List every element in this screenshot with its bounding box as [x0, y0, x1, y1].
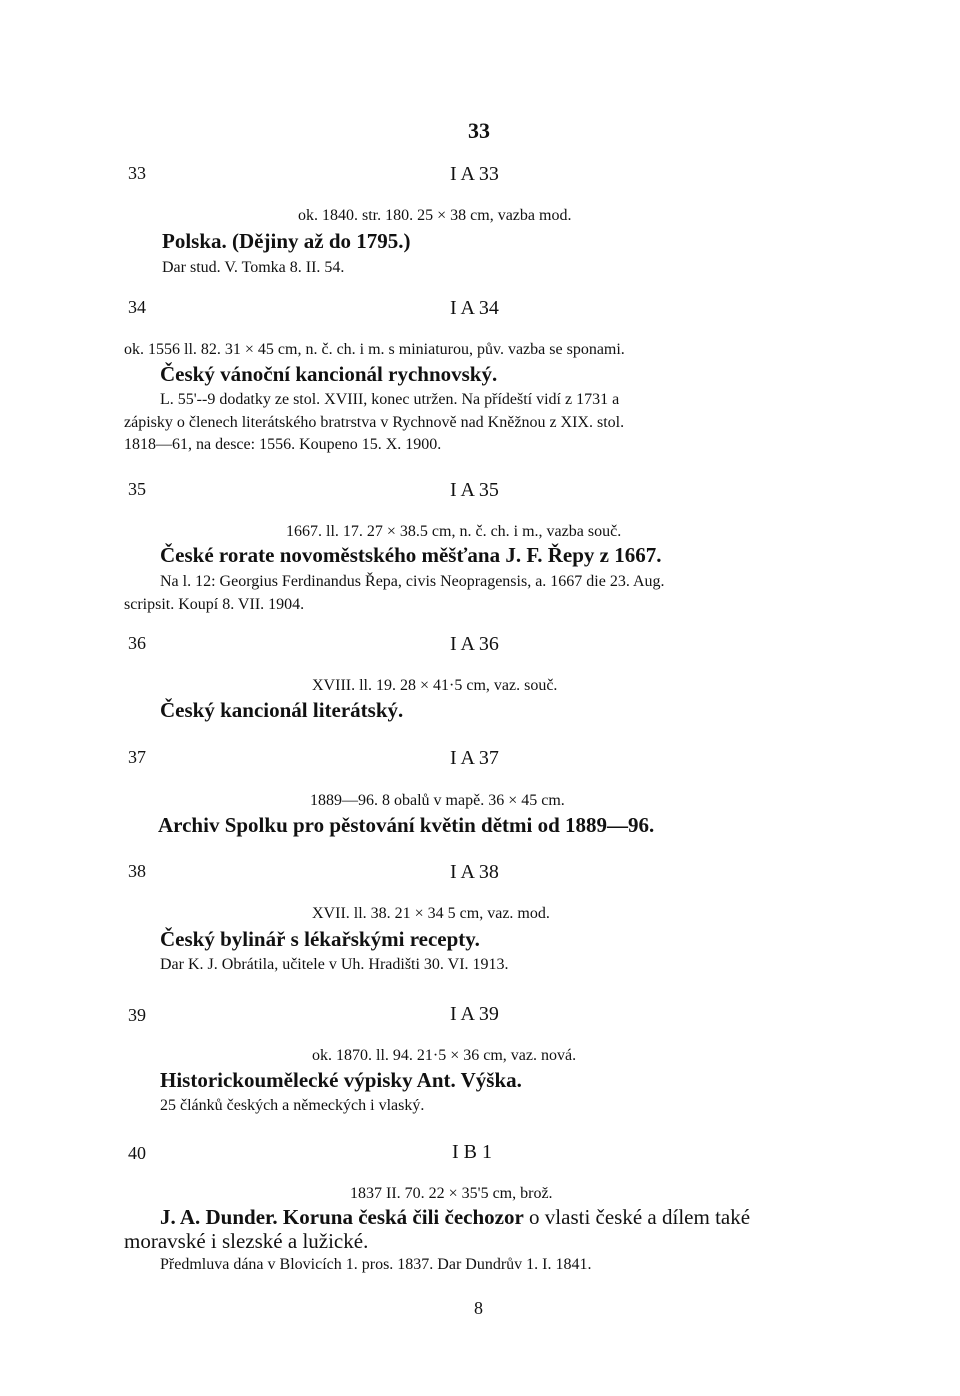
footer-number: 8: [474, 1298, 483, 1318]
entry-note: L. 55'--9 dodatky ze stol. XVIII, konec utržen. Na přídeští vidí z 1731 a: [160, 391, 620, 408]
page-number: 33: [468, 118, 490, 143]
entry-signature: I A 37: [450, 747, 499, 769]
entry-number: 34: [128, 297, 146, 317]
entry-signature: I A 36: [450, 633, 499, 655]
entry-signature: I A 38: [450, 861, 499, 883]
entry-physical-description: XVIII. ll. 19. 28 × 41·5 cm, vaz. souč.: [312, 677, 558, 694]
entry-title: Český kancionál literátský.: [160, 698, 404, 722]
entry-note: Dar stud. V. Tomka 8. II. 54.: [162, 259, 345, 276]
entry-signature: I A 39: [450, 1003, 499, 1025]
entry-physical-description: ok. 1840. str. 180. 25 × 38 cm, vazba mod.: [298, 207, 572, 224]
entry-title: Český bylinář s lékařskými recepty.: [160, 927, 480, 951]
entry-signature: I A 35: [450, 479, 499, 501]
entry-note: 1818—61, na desce: 1556. Koupeno 15. X. 1900.: [124, 436, 442, 453]
entry-number: 35: [128, 479, 146, 499]
entry-physical-description: 1889—96. 8 obalů v mapě. 36 × 45 cm.: [310, 792, 565, 809]
entry-title-line2: moravské i slezské a lužické.: [124, 1229, 369, 1253]
entry-physical-description: 1667. ll. 17. 27 × 38.5 cm, n. č. ch. i m., vazba souč.: [286, 523, 622, 540]
entry-title: Český vánoční kancionál rychnovský.: [160, 362, 498, 386]
entry-signature: I B 1: [452, 1141, 492, 1163]
entry-number: 36: [128, 633, 146, 653]
entry-title-bold: J. A. Dunder. Koruna česká čili čechozor: [160, 1205, 524, 1229]
entry-physical-description: XVII. ll. 38. 21 × 34 5 cm, vaz. mod.: [312, 905, 550, 922]
entry-title: Archiv Spolku pro pěstování květin dětmi od 1889—96.: [158, 813, 655, 837]
entry-note: Dar K. J. Obrátila, učitele v Uh. Hradišti 30. VI. 1913.: [160, 956, 509, 973]
entry-note: Předmluva dána v Blovicích 1. pros. 1837. Dar Dundrův 1. I. 1841.: [160, 1256, 592, 1273]
entry-title: České rorate novoměstského měšťana J. F. Řepy z 1667.: [160, 543, 662, 567]
entry-title: Historickoumělecké výpisky Ant. Výška.: [160, 1068, 522, 1092]
entry-signature: I A 34: [450, 297, 499, 319]
entry-title: [160, 1207, 750, 1228]
entry-title-continuation: o vlasti české a dílem také: [523, 1205, 751, 1229]
entry-number: 40: [128, 1143, 146, 1163]
entry-number: 37: [128, 747, 146, 767]
entry-note: Na l. 12: Georgius Ferdinandus Řepa, civis Neopragensis, a. 1667 die 23. Aug.: [160, 573, 665, 590]
entry-signature: I A 33: [450, 163, 499, 185]
entry-physical-description: 1837 II. 70. 22 × 35'5 cm, brož.: [350, 1185, 553, 1202]
entry-note: scripsit. Koupí 8. VII. 1904.: [124, 596, 305, 613]
entry-title: Polska. (Dějiny až do 1795.): [162, 229, 411, 253]
entry-number: 33: [128, 163, 146, 183]
entry-note: 25 článků českých a německých i vlaský.: [160, 1097, 425, 1114]
entry-physical-description: ok. 1870. ll. 94. 21·5 × 36 cm, vaz. nová.: [312, 1047, 577, 1064]
entry-note: zápisky o členech literátského bratrstva v Rychnově nad Kněžnou z XIX. stol.: [124, 414, 625, 431]
entry-number: 38: [128, 861, 146, 881]
entry-physical-description: ok. 1556 ll. 82. 31 × 45 cm, n. č. ch. i m. s miniaturou, pův. vazba se sponami.: [124, 341, 625, 358]
entry-number: 39: [128, 1005, 146, 1025]
